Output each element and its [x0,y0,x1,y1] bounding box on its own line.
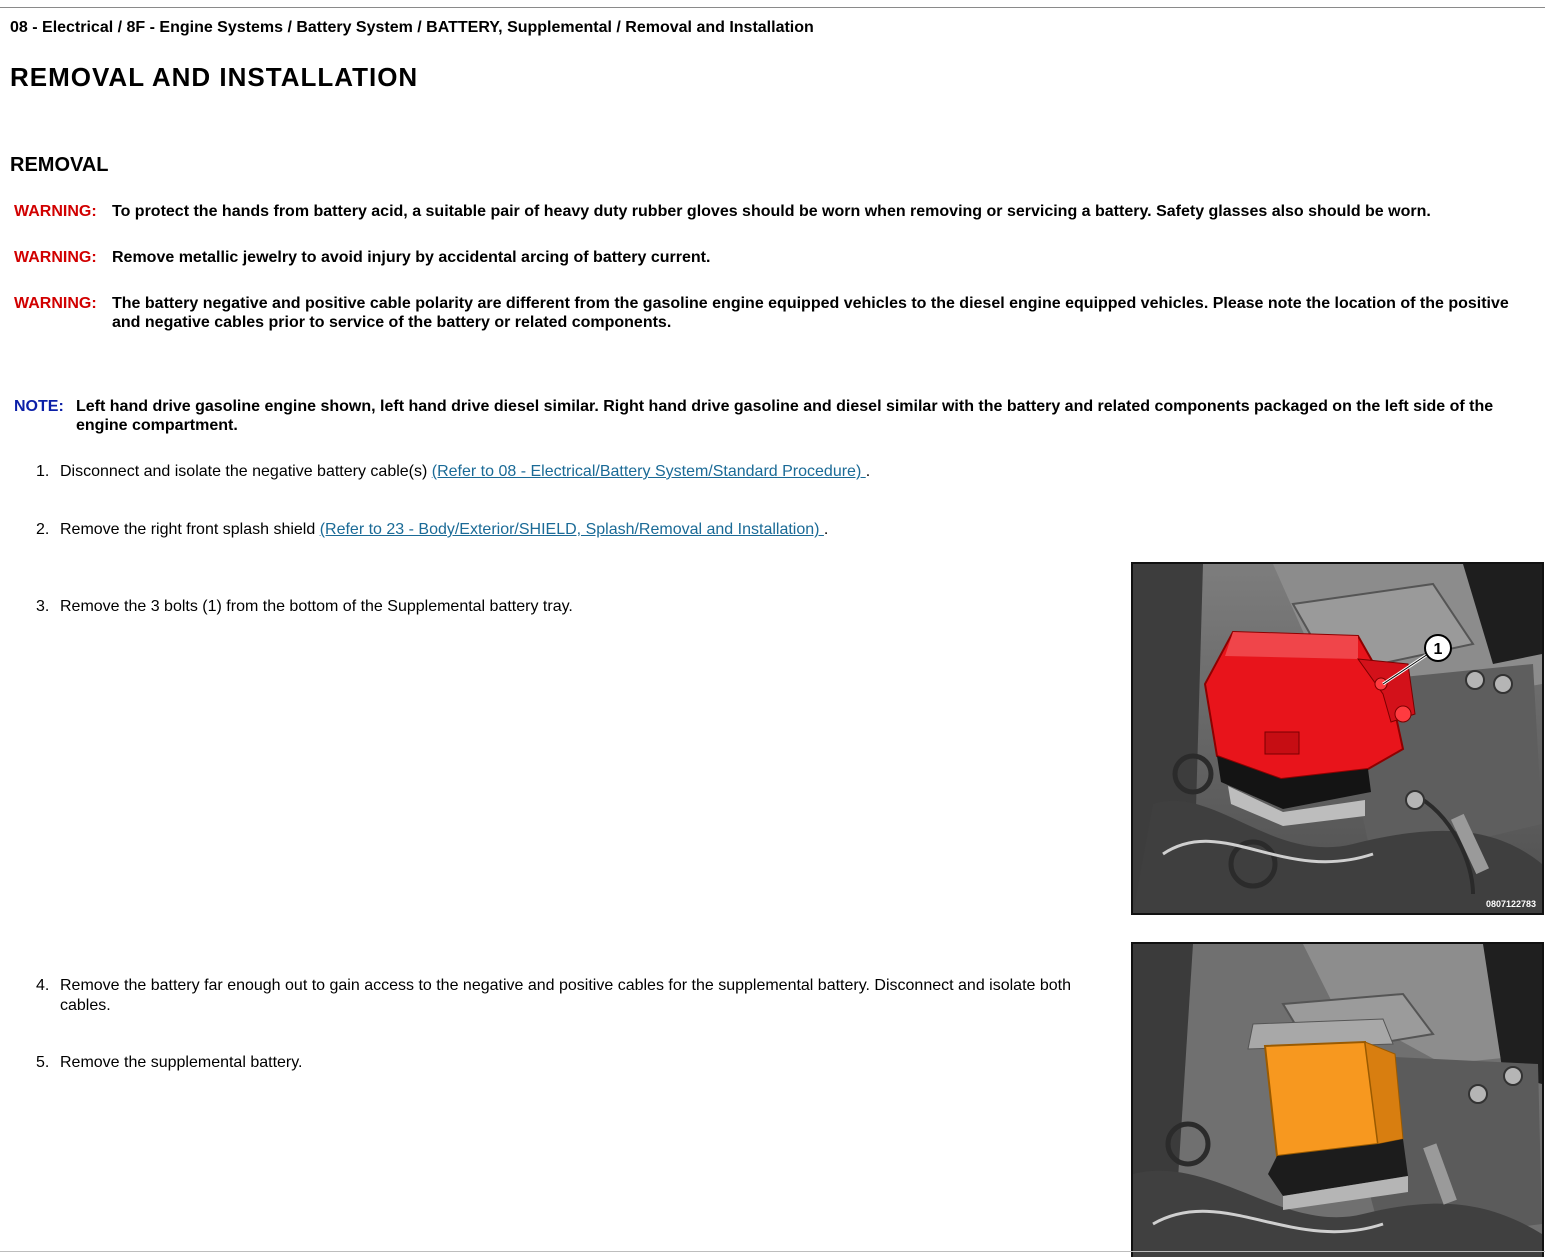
warning-2 [14,248,1534,267]
section-title-removal: REMOVAL [10,154,109,176]
warning-label: WARNING: [14,203,97,220]
warning-text: The battery negative and positive cable polarity are different from the gasoline engine equipped vehicles to the diesel engine equipped vehicles. Please note the location of the positive and negative cables prior to service of the battery or related components. [112,295,1509,331]
warning-text: To protect the hands from battery acid, a suitable pair of heavy duty rubber gloves should be worn when removing or servicing a battery. Safety glasses also should be worn. [112,203,1431,220]
step-4 [36,976,1118,1016]
step-3 [36,597,1116,617]
step-text: Remove the supplemental battery. [60,1054,303,1071]
warning-1 [14,202,1534,221]
step-text: Remove the battery far enough out to gain access to the negative and positive cables for the supplemental battery. Disconnect and isolate both cables. [60,977,1071,1014]
step-text-end: . [865,463,871,480]
warning-label: WARNING: [14,295,97,312]
note-label: NOTE: [14,398,64,415]
callout-1-label: 1 [1433,641,1443,658]
step-number: 4. [36,977,50,994]
step-1 [36,462,1116,482]
xref-link-battery-standard-procedure[interactable]: (Refer to 08 - Electrical/Battery System/Standard Procedure) [431,463,866,480]
figure-id-code: 0807122783 [1485,899,1536,909]
step-number: 1. [36,463,50,480]
engine-bay-illustration [1133,564,1542,913]
warning-3 [14,294,1534,332]
warning-text: Remove metallic jewelry to avoid injury by accidental arcing of battery current. [112,249,711,266]
step-number: 3. [36,598,50,615]
step-text: Disconnect and isolate the negative battery cable(s) [60,463,432,480]
page-title: REMOVAL AND INSTALLATION [10,62,419,92]
step-text: Remove the right front splash shield [60,521,320,538]
xref-link-splash-shield[interactable]: (Refer to 23 - Body/Exterior/SHIELD, Splash/Removal and Installation) [319,521,824,538]
step-number: 5. [36,1054,50,1071]
figure-battery-tray-bolts [1131,562,1544,915]
note-text: Left hand drive gasoline engine shown, left hand drive diesel similar. Right hand drive gasoline and diesel similar with the battery and related components packaged on the left side of the engine compartment. [76,398,1494,434]
step-number: 2. [36,521,50,538]
engine-bay-illustration [1133,944,1542,1257]
bottom-rule [0,1251,1545,1252]
top-rule [0,7,1545,8]
note [14,397,1534,435]
breadcrumb: 08 - Electrical / 8F - Engine Systems / Battery System / BATTERY, Supplemental / Removal and Installation [10,19,814,36]
step-2 [36,520,1116,540]
step-text: Remove the 3 bolts (1) from the bottom of the Supplemental battery tray. [60,598,573,615]
step-text-end: . [823,521,829,538]
step-5 [36,1053,1116,1073]
figure-supplemental-battery [1131,942,1544,1257]
warning-label: WARNING: [14,249,97,266]
